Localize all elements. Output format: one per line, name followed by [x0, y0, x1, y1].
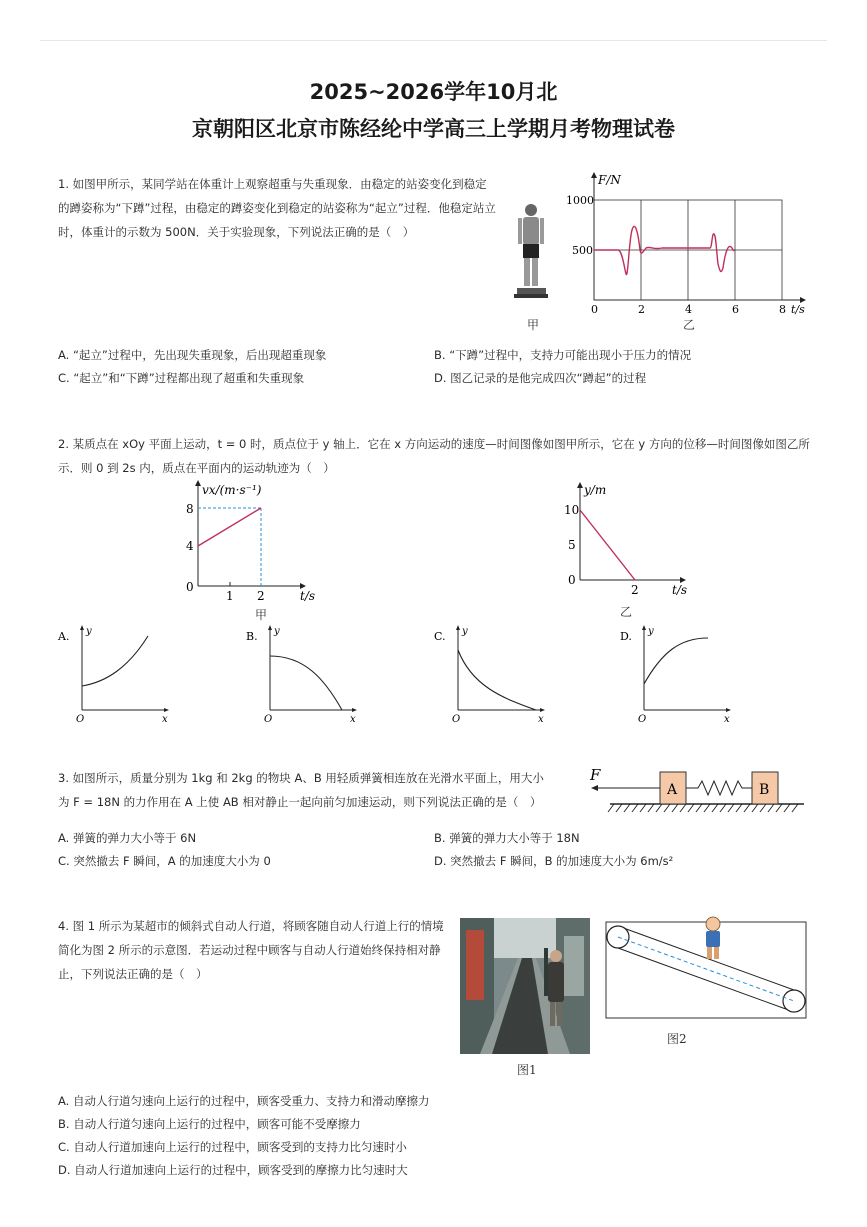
q3-blocks-spring-figure — [582, 762, 812, 822]
q2-choice-c-xlabel: x — [538, 714, 544, 725]
q2a-y8: 8 — [186, 502, 194, 516]
q1-graph-xlabel: t/s — [791, 303, 805, 316]
q2b-x2: 2 — [631, 583, 639, 597]
q4-fig1-label: 图1 — [517, 1063, 537, 1077]
q2a-caption: 甲 — [255, 608, 268, 622]
q1-graph-x2: 2 — [638, 303, 645, 316]
q4-option-b[interactable]: B. 自动人行道匀速向上运行的过程中，顾客可能不受摩擦力 — [58, 1117, 361, 1131]
q3-force-label: F — [590, 766, 601, 784]
q3-option-a[interactable]: A. 弹簧的弹力大小等于 6N — [58, 831, 197, 845]
q3-option-c[interactable]: C. 突然撤去 F 瞬间，A 的加速度大小为 0 — [58, 854, 271, 868]
q2a-ylabel: vx/(m·s⁻¹) — [202, 483, 262, 497]
page-title-line1: 2025~2026学年10月北 — [309, 80, 558, 104]
q4-fig2-label: 图2 — [667, 1032, 687, 1046]
q2-y-time-graph — [562, 480, 702, 600]
q2a-x1: 1 — [226, 589, 234, 603]
page-title-line2: 京朝阳区北京市陈经纶中学高三上学期月考物理试卷 — [192, 117, 675, 141]
q2-choice-a-label: A. — [58, 630, 70, 643]
q2-choice-c-origin: O — [452, 714, 461, 725]
q1-option-d[interactable]: D. 图乙记录的是他完成四次“蹲起”的过程 — [434, 371, 647, 385]
q2-choice-b-label: B. — [246, 630, 258, 643]
q4-option-d[interactable]: D. 自动人行道加速向上运行的过程中，顾客受到的摩擦力比匀速时大 — [58, 1163, 408, 1177]
q1-graph-ylabel: F/N — [598, 173, 621, 187]
q4-schematic-figure — [602, 912, 812, 1022]
q2-choice-d-xlabel: x — [724, 714, 730, 725]
q2b-ylabel: y/m — [584, 483, 607, 497]
q2b-y5: 5 — [568, 538, 576, 552]
q2a-xlabel: t/s — [300, 589, 316, 603]
q2-choice-a[interactable] — [56, 622, 176, 726]
q2-choice-b-origin: O — [264, 714, 273, 725]
q1-fig-a-label: 甲 — [527, 318, 540, 332]
q1-graph-y500: 500 — [572, 244, 593, 257]
q3-block-b-label: B — [759, 782, 770, 798]
q1-graph-x0: 0 — [591, 303, 598, 316]
q2b-y10: 10 — [564, 503, 580, 517]
q1-option-a[interactable]: A. “起立”过程中，先出现失重现象，后出现超重现象 — [58, 348, 327, 362]
q1-option-c[interactable]: C. “起立”和“下蹲”过程都出现了超重和失重现象 — [58, 371, 305, 385]
q4-option-a[interactable]: A. 自动人行道匀速向上运行的过程中，顾客受重力、支持力和滑动摩擦力 — [58, 1094, 430, 1108]
q2b-caption: 乙 — [620, 605, 633, 619]
q2-choice-b-xlabel: x — [350, 714, 356, 725]
q2a-y0: 0 — [186, 580, 194, 594]
q3-option-b[interactable]: B. 弹簧的弹力大小等于 18N — [434, 831, 580, 845]
q3-stem: 3. 如图所示，质量分别为 1kg 和 2kg 的物块 A、B 用轻质弹簧相连放在光滑水平面上，用大小为 F = 18N 的力作用在 A 上使 AB 相对静止一起向前匀加速运动，则下列说法正确的是（ ） — [58, 771, 544, 809]
q2-choice-d-origin: O — [638, 714, 647, 725]
page-top-rule — [40, 40, 827, 41]
q2-choice-b[interactable] — [244, 622, 364, 726]
q2-choice-c[interactable] — [432, 622, 552, 726]
q2-choice-d-label: D. — [620, 630, 632, 643]
q2-choice-a-origin: O — [76, 714, 85, 725]
q3-block-a-label: A — [667, 782, 678, 798]
q4-walkway-photo — [460, 918, 590, 1054]
q1-stem: 1. 如图甲所示，某同学站在体重计上观察超重与失重现象．由稳定的站姿变化到稳定的蹲姿称为“下蹲”过程，由稳定的蹲姿变化到稳定的站姿称为“起立”过程．他稳定站立时，体重计的示数为 500N．关于实验现象，下列说法正确的是（ ） — [58, 177, 496, 239]
q1-fig-b-label: 乙 — [683, 318, 696, 332]
q1-option-b[interactable]: B. “下蹲”过程中，支持力可能出现小于压力的情况 — [434, 348, 692, 362]
q1-graph-x6: 6 — [732, 303, 739, 316]
q2a-y4: 4 — [186, 539, 194, 553]
q2-choice-d-ylabel: y — [648, 626, 654, 637]
q4-stem: 4. 图 1 所示为某超市的倾斜式自动人行道，将顾客随自动人行道上行的情境简化为图 2 所示的示意图．若运动过程中顾客与自动人行道始终保持相对静止，下列说法正确的是（ ） — [58, 919, 444, 981]
q3-option-d[interactable]: D. 突然撤去 F 瞬间，B 的加速度大小为 6m/s² — [434, 854, 674, 868]
q2-choice-a-ylabel: y — [86, 626, 92, 637]
q1-person-on-scale-figure — [510, 198, 550, 308]
q2b-xlabel: t/s — [672, 583, 688, 597]
q2-choice-b-ylabel: y — [274, 626, 280, 637]
q4-option-c[interactable]: C. 自动人行道加速向上运行的过程中，顾客受到的支持力比匀速时小 — [58, 1140, 407, 1154]
q2-choice-c-ylabel: y — [462, 626, 468, 637]
q2-vx-time-graph — [180, 478, 330, 608]
q2-choice-c-label: C. — [434, 630, 446, 643]
q2-choice-a-xlabel: x — [162, 714, 168, 725]
q2-choice-d[interactable] — [618, 622, 738, 726]
q1-graph-x4: 4 — [685, 303, 692, 316]
q1-graph-y1000: 1000 — [566, 194, 594, 207]
q1-force-time-graph — [562, 170, 812, 320]
q2a-x2: 2 — [257, 589, 265, 603]
q2b-y0: 0 — [568, 573, 576, 587]
q1-graph-x8: 8 — [779, 303, 786, 316]
q2-stem: 2. 某质点在 xOy 平面上运动，t = 0 时，质点位于 y 轴上．它在 x 方向运动的速度—时间图像如图甲所示，它在 y 方向的位移—时间图像如图乙所示．则 0 到 2s 内，质点在平面内的运动轨迹为（ ） — [58, 437, 810, 475]
